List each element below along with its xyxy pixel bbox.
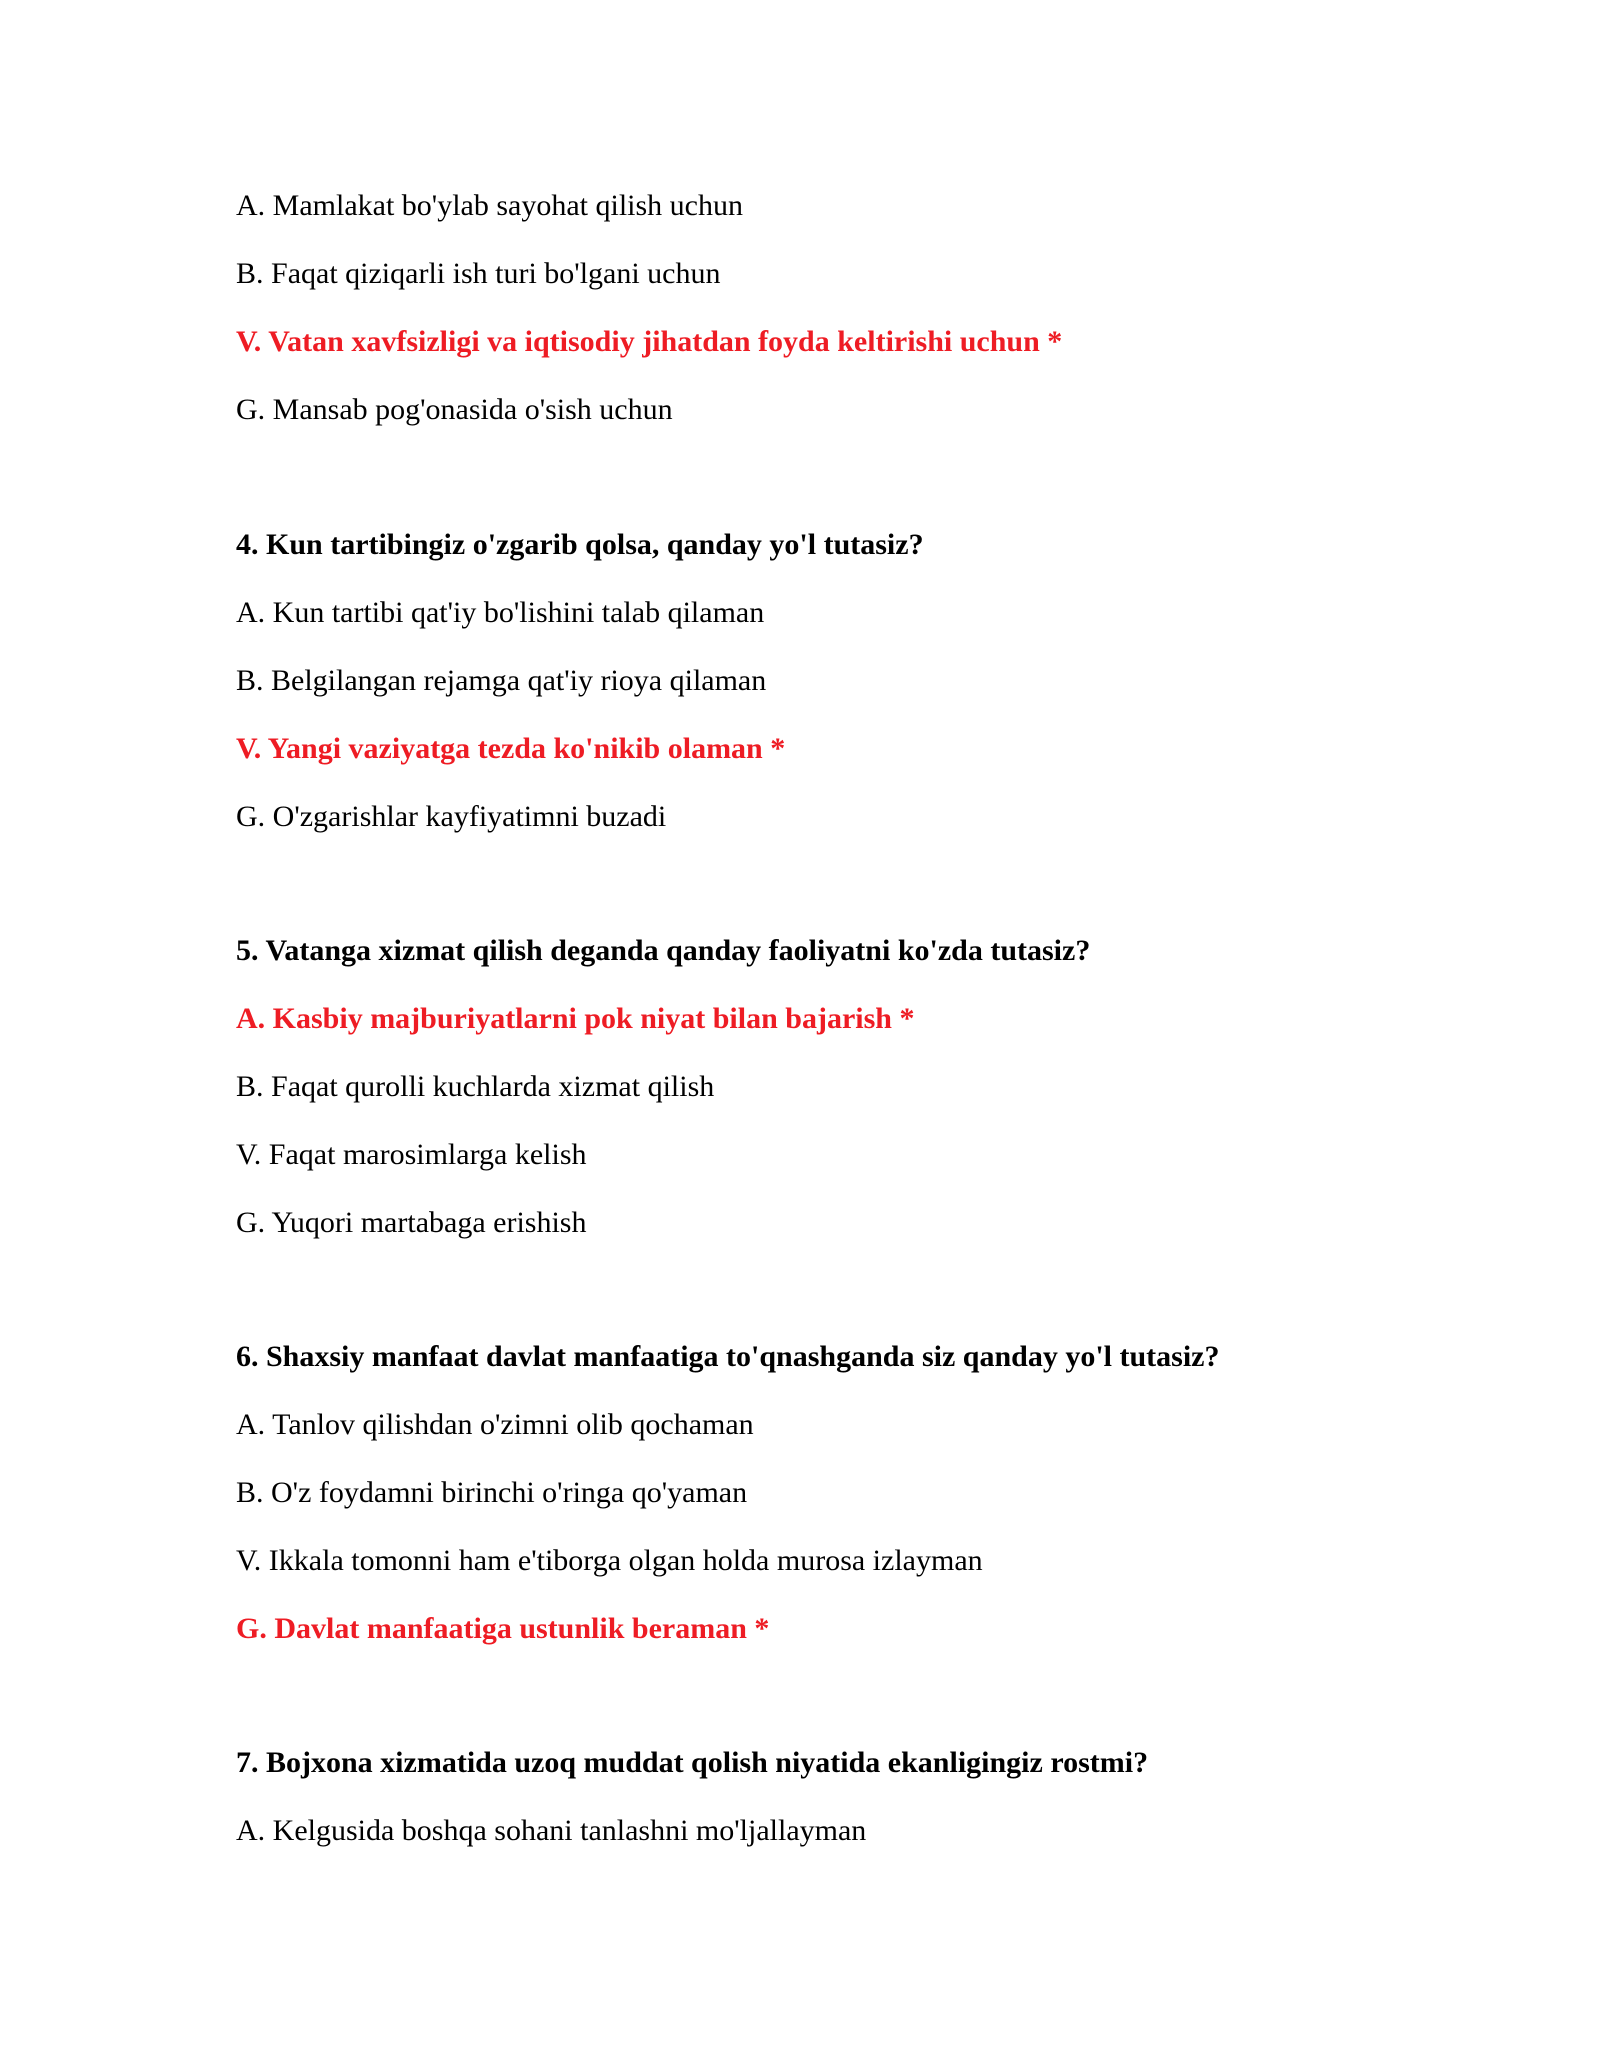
q5-option-b: B. Faqat qurolli kuchlarda xizmat qilish — [236, 1070, 715, 1103]
q3-option-a: A. Mamlakat bo'ylab sayohat qilish uchun — [236, 189, 743, 222]
q3-option-b: B. Faqat qiziqarli ish turi bo'lgani uchun — [236, 257, 721, 290]
q6-option-v: V. Ikkala tomonni ham e'tiborga olgan holda murosa izlayman — [236, 1544, 983, 1577]
q4-option-b: B. Belgilangan rejamga qat'iy rioya qilaman — [236, 664, 767, 697]
question-7-title: 7. Bojxona xizmatida uzoq muddat qolish niyatida ekanligingiz rostmi? — [236, 1746, 1149, 1779]
q7-option-a: A. Kelgusida boshqa sohani tanlashni mo'ljallayman — [236, 1814, 867, 1847]
q6-option-b: B. O'z foydamni birinchi o'ringa qo'yaman — [236, 1476, 748, 1509]
q5-option-v: V. Faqat marosimlarga kelish — [236, 1138, 587, 1171]
q6-option-g-correct: G. Davlat manfaatiga ustunlik beraman * — [236, 1612, 770, 1645]
q4-option-v-correct: V. Yangi vaziyatga tezda ko'nikib olaman * — [236, 732, 786, 765]
q3-option-v-correct: V. Vatan xavfsizligi va iqtisodiy jihatdan foyda keltirishi uchun * — [236, 325, 1063, 358]
question-4-title: 4. Kun tartibingiz o'zgarib qolsa, qanday yo'l tutasiz? — [236, 528, 924, 561]
q6-option-a: A. Tanlov qilishdan o'zimni olib qochaman — [236, 1408, 754, 1441]
q4-option-a: A. Kun tartibi qat'iy bo'lishini talab qilaman — [236, 596, 765, 629]
q4-option-g: G. O'zgarishlar kayfiyatimni buzadi — [236, 800, 667, 833]
q3-option-g: G. Mansab pog'onasida o'sish uchun — [236, 393, 673, 426]
q5-option-a-correct: A. Kasbiy majburiyatlarni pok niyat bilan bajarish * — [236, 1002, 915, 1035]
question-5-title: 5. Vatanga xizmat qilish deganda qanday faoliyatni ko'zda tutasiz? — [236, 934, 1091, 967]
question-6-title: 6. Shaxsiy manfaat davlat manfaatiga to'qnashganda siz qanday yo'l tutasiz? — [236, 1340, 1220, 1373]
q5-option-g: G. Yuqori martabaga erishish — [236, 1206, 587, 1239]
